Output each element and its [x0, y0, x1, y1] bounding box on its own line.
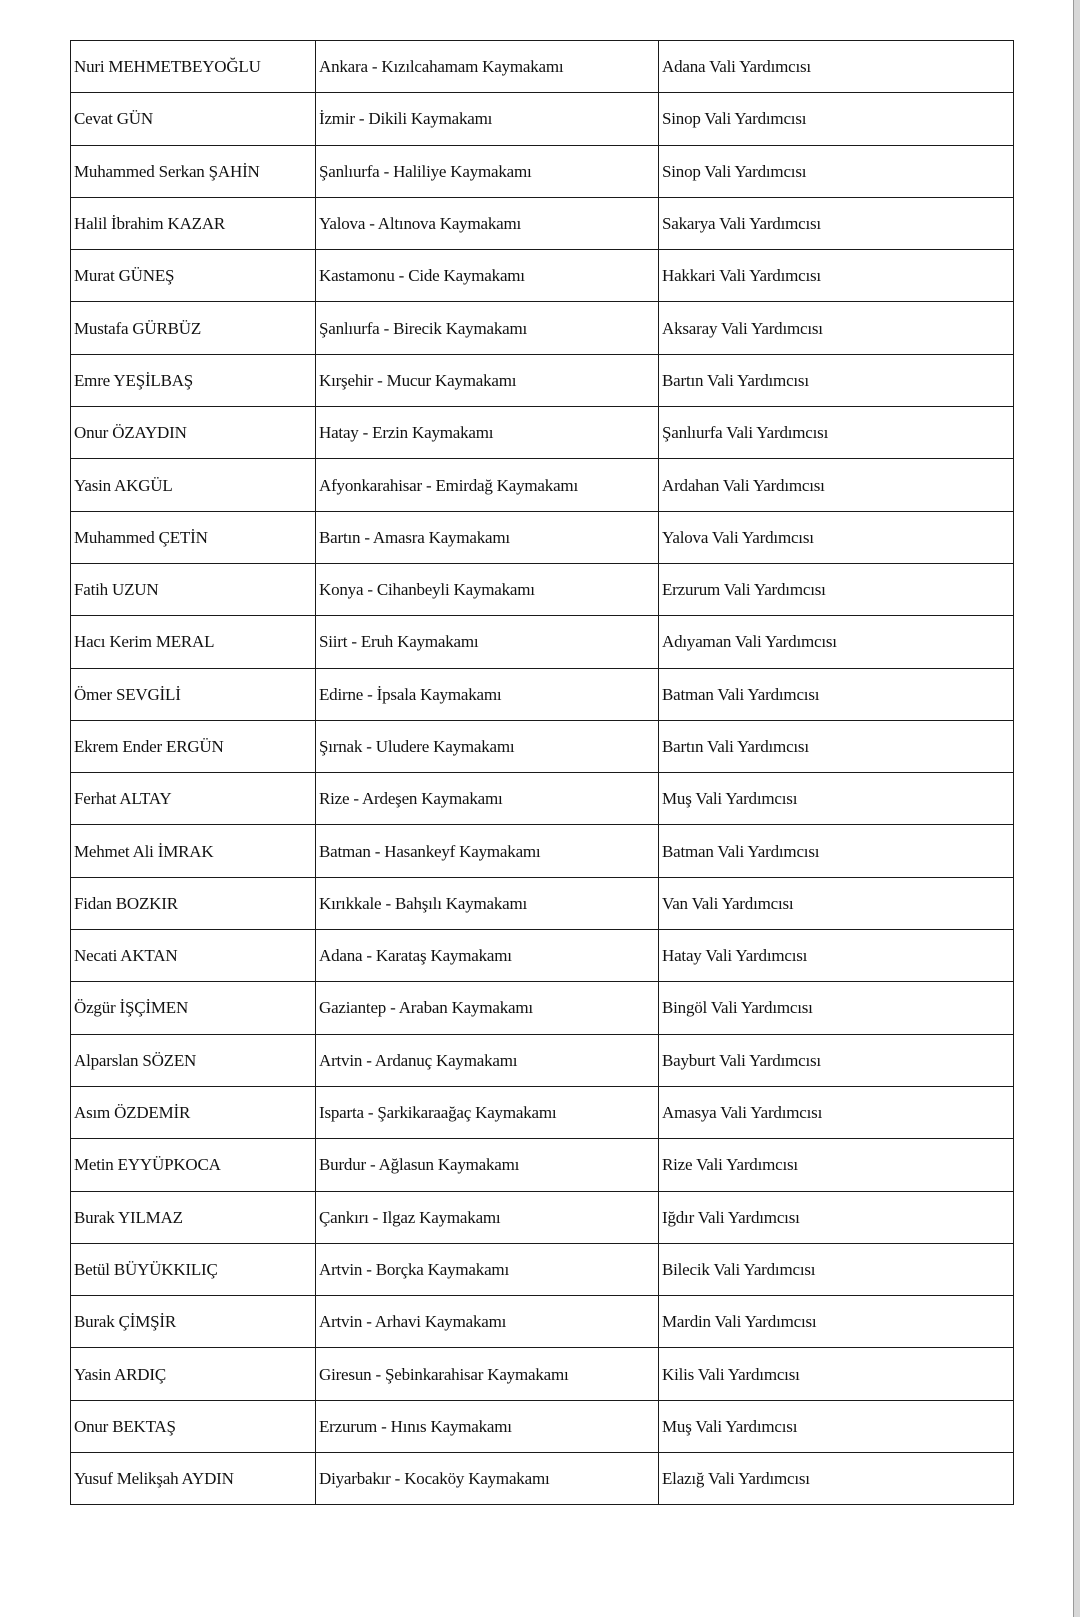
current-post-cell: Kastamonu - Cide Kaymakamı — [316, 250, 659, 302]
new-post-cell: Bartın Vali Yardımcısı — [659, 354, 1014, 406]
person-name-cell: Metin EYYÜPKOCA — [71, 1139, 316, 1191]
person-name-cell: Yusuf Melikşah AYDIN — [71, 1453, 316, 1505]
new-post-cell: Şanlıurfa Vali Yardımcısı — [659, 407, 1014, 459]
new-post-cell: Iğdır Vali Yardımcısı — [659, 1191, 1014, 1243]
current-post-cell: Artvin - Arhavi Kaymakamı — [316, 1296, 659, 1348]
table-row — [71, 250, 1014, 302]
table-row — [71, 930, 1014, 982]
person-name-cell: Necati AKTAN — [71, 930, 316, 982]
new-post-cell: Adana Vali Yardımcısı — [659, 41, 1014, 93]
new-post-cell: Hakkari Vali Yardımcısı — [659, 250, 1014, 302]
new-post-cell: Yalova Vali Yardımcısı — [659, 511, 1014, 563]
current-post-cell: Batman - Hasankeyf Kaymakamı — [316, 825, 659, 877]
person-name-cell: Onur ÖZAYDIN — [71, 407, 316, 459]
current-post-cell: Siirt - Eruh Kaymakamı — [316, 616, 659, 668]
table-row — [71, 616, 1014, 668]
new-post-cell: Ardahan Vali Yardımcısı — [659, 459, 1014, 511]
table-row — [71, 1086, 1014, 1138]
current-post-cell: Burdur - Ağlasun Kaymakamı — [316, 1139, 659, 1191]
current-post-cell: Rize - Ardeşen Kaymakamı — [316, 773, 659, 825]
person-name-cell: Yasin ARDIÇ — [71, 1348, 316, 1400]
current-post-cell: Isparta - Şarkikaraağaç Kaymakamı — [316, 1086, 659, 1138]
table-row — [71, 354, 1014, 406]
new-post-cell: Bartın Vali Yardımcısı — [659, 720, 1014, 772]
table-row — [71, 877, 1014, 929]
current-post-cell: Şanlıurfa - Haliliye Kaymakamı — [316, 145, 659, 197]
new-post-cell: Batman Vali Yardımcısı — [659, 825, 1014, 877]
document-page — [70, 40, 1013, 1505]
current-post-cell: Kırşehir - Mucur Kaymakamı — [316, 354, 659, 406]
appointments-table-body — [71, 41, 1014, 1505]
table-row — [71, 773, 1014, 825]
new-post-cell: Muş Vali Yardımcısı — [659, 1400, 1014, 1452]
person-name-cell: Burak YILMAZ — [71, 1191, 316, 1243]
person-name-cell: Asım ÖZDEMİR — [71, 1086, 316, 1138]
current-post-cell: Şanlıurfa - Birecik Kaymakamı — [316, 302, 659, 354]
current-post-cell: Edirne - İpsala Kaymakamı — [316, 668, 659, 720]
new-post-cell: Kilis Vali Yardımcısı — [659, 1348, 1014, 1400]
current-post-cell: Ankara - Kızılcahamam Kaymakamı — [316, 41, 659, 93]
current-post-cell: İzmir - Dikili Kaymakamı — [316, 93, 659, 145]
table-row — [71, 1034, 1014, 1086]
table-row — [71, 459, 1014, 511]
table-row — [71, 511, 1014, 563]
table-row — [71, 197, 1014, 249]
table-row — [71, 41, 1014, 93]
person-name-cell: Cevat GÜN — [71, 93, 316, 145]
new-post-cell: Sinop Vali Yardımcısı — [659, 145, 1014, 197]
new-post-cell: Bingöl Vali Yardımcısı — [659, 982, 1014, 1034]
new-post-cell: Van Vali Yardımcısı — [659, 877, 1014, 929]
page-edge-scrollbar — [1073, 0, 1080, 1617]
new-post-cell: Bilecik Vali Yardımcısı — [659, 1243, 1014, 1295]
current-post-cell: Artvin - Borçka Kaymakamı — [316, 1243, 659, 1295]
table-row — [71, 1296, 1014, 1348]
person-name-cell: Emre YEŞİLBAŞ — [71, 354, 316, 406]
table-row — [71, 563, 1014, 615]
table-row — [71, 302, 1014, 354]
current-post-cell: Hatay - Erzin Kaymakamı — [316, 407, 659, 459]
current-post-cell: Erzurum - Hınıs Kaymakamı — [316, 1400, 659, 1452]
person-name-cell: Hacı Kerim MERAL — [71, 616, 316, 668]
person-name-cell: Ömer SEVGİLİ — [71, 668, 316, 720]
new-post-cell: Muş Vali Yardımcısı — [659, 773, 1014, 825]
table-row — [71, 1191, 1014, 1243]
table-row — [71, 93, 1014, 145]
person-name-cell: Fidan BOZKIR — [71, 877, 316, 929]
person-name-cell: Burak ÇİMŞİR — [71, 1296, 316, 1348]
appointments-table — [70, 40, 1014, 1505]
current-post-cell: Çankırı - Ilgaz Kaymakamı — [316, 1191, 659, 1243]
person-name-cell: Özgür İŞÇİMEN — [71, 982, 316, 1034]
new-post-cell: Elazığ Vali Yardımcısı — [659, 1453, 1014, 1505]
person-name-cell: Halil İbrahim KAZAR — [71, 197, 316, 249]
table-row — [71, 668, 1014, 720]
table-row — [71, 982, 1014, 1034]
new-post-cell: Amasya Vali Yardımcısı — [659, 1086, 1014, 1138]
new-post-cell: Mardin Vali Yardımcısı — [659, 1296, 1014, 1348]
current-post-cell: Afyonkarahisar - Emirdağ Kaymakamı — [316, 459, 659, 511]
person-name-cell: Muhammed ÇETİN — [71, 511, 316, 563]
current-post-cell: Konya - Cihanbeyli Kaymakamı — [316, 563, 659, 615]
new-post-cell: Rize Vali Yardımcısı — [659, 1139, 1014, 1191]
person-name-cell: Yasin AKGÜL — [71, 459, 316, 511]
new-post-cell: Erzurum Vali Yardımcısı — [659, 563, 1014, 615]
person-name-cell: Muhammed Serkan ŞAHİN — [71, 145, 316, 197]
person-name-cell: Nuri MEHMETBEYOĞLU — [71, 41, 316, 93]
current-post-cell: Kırıkkale - Bahşılı Kaymakamı — [316, 877, 659, 929]
person-name-cell: Betül BÜYÜKKILIÇ — [71, 1243, 316, 1295]
current-post-cell: Yalova - Altınova Kaymakamı — [316, 197, 659, 249]
new-post-cell: Bayburt Vali Yardımcısı — [659, 1034, 1014, 1086]
person-name-cell: Mustafa GÜRBÜZ — [71, 302, 316, 354]
person-name-cell: Murat GÜNEŞ — [71, 250, 316, 302]
table-row — [71, 145, 1014, 197]
current-post-cell: Artvin - Ardanuç Kaymakamı — [316, 1034, 659, 1086]
table-row — [71, 407, 1014, 459]
current-post-cell: Şırnak - Uludere Kaymakamı — [316, 720, 659, 772]
table-row — [71, 1348, 1014, 1400]
new-post-cell: Batman Vali Yardımcısı — [659, 668, 1014, 720]
table-row — [71, 825, 1014, 877]
current-post-cell: Bartın - Amasra Kaymakamı — [316, 511, 659, 563]
current-post-cell: Gaziantep - Araban Kaymakamı — [316, 982, 659, 1034]
new-post-cell: Hatay Vali Yardımcısı — [659, 930, 1014, 982]
current-post-cell: Diyarbakır - Kocaköy Kaymakamı — [316, 1453, 659, 1505]
new-post-cell: Sinop Vali Yardımcısı — [659, 93, 1014, 145]
new-post-cell: Aksaray Vali Yardımcısı — [659, 302, 1014, 354]
person-name-cell: Ferhat ALTAY — [71, 773, 316, 825]
person-name-cell: Onur BEKTAŞ — [71, 1400, 316, 1452]
new-post-cell: Adıyaman Vali Yardımcısı — [659, 616, 1014, 668]
person-name-cell: Alparslan SÖZEN — [71, 1034, 316, 1086]
person-name-cell: Mehmet Ali İMRAK — [71, 825, 316, 877]
table-row — [71, 720, 1014, 772]
table-row — [71, 1243, 1014, 1295]
new-post-cell: Sakarya Vali Yardımcısı — [659, 197, 1014, 249]
current-post-cell: Adana - Karataş Kaymakamı — [316, 930, 659, 982]
table-row — [71, 1453, 1014, 1505]
person-name-cell: Ekrem Ender ERGÜN — [71, 720, 316, 772]
current-post-cell: Giresun - Şebinkarahisar Kaymakamı — [316, 1348, 659, 1400]
person-name-cell: Fatih UZUN — [71, 563, 316, 615]
table-row — [71, 1400, 1014, 1452]
table-row — [71, 1139, 1014, 1191]
